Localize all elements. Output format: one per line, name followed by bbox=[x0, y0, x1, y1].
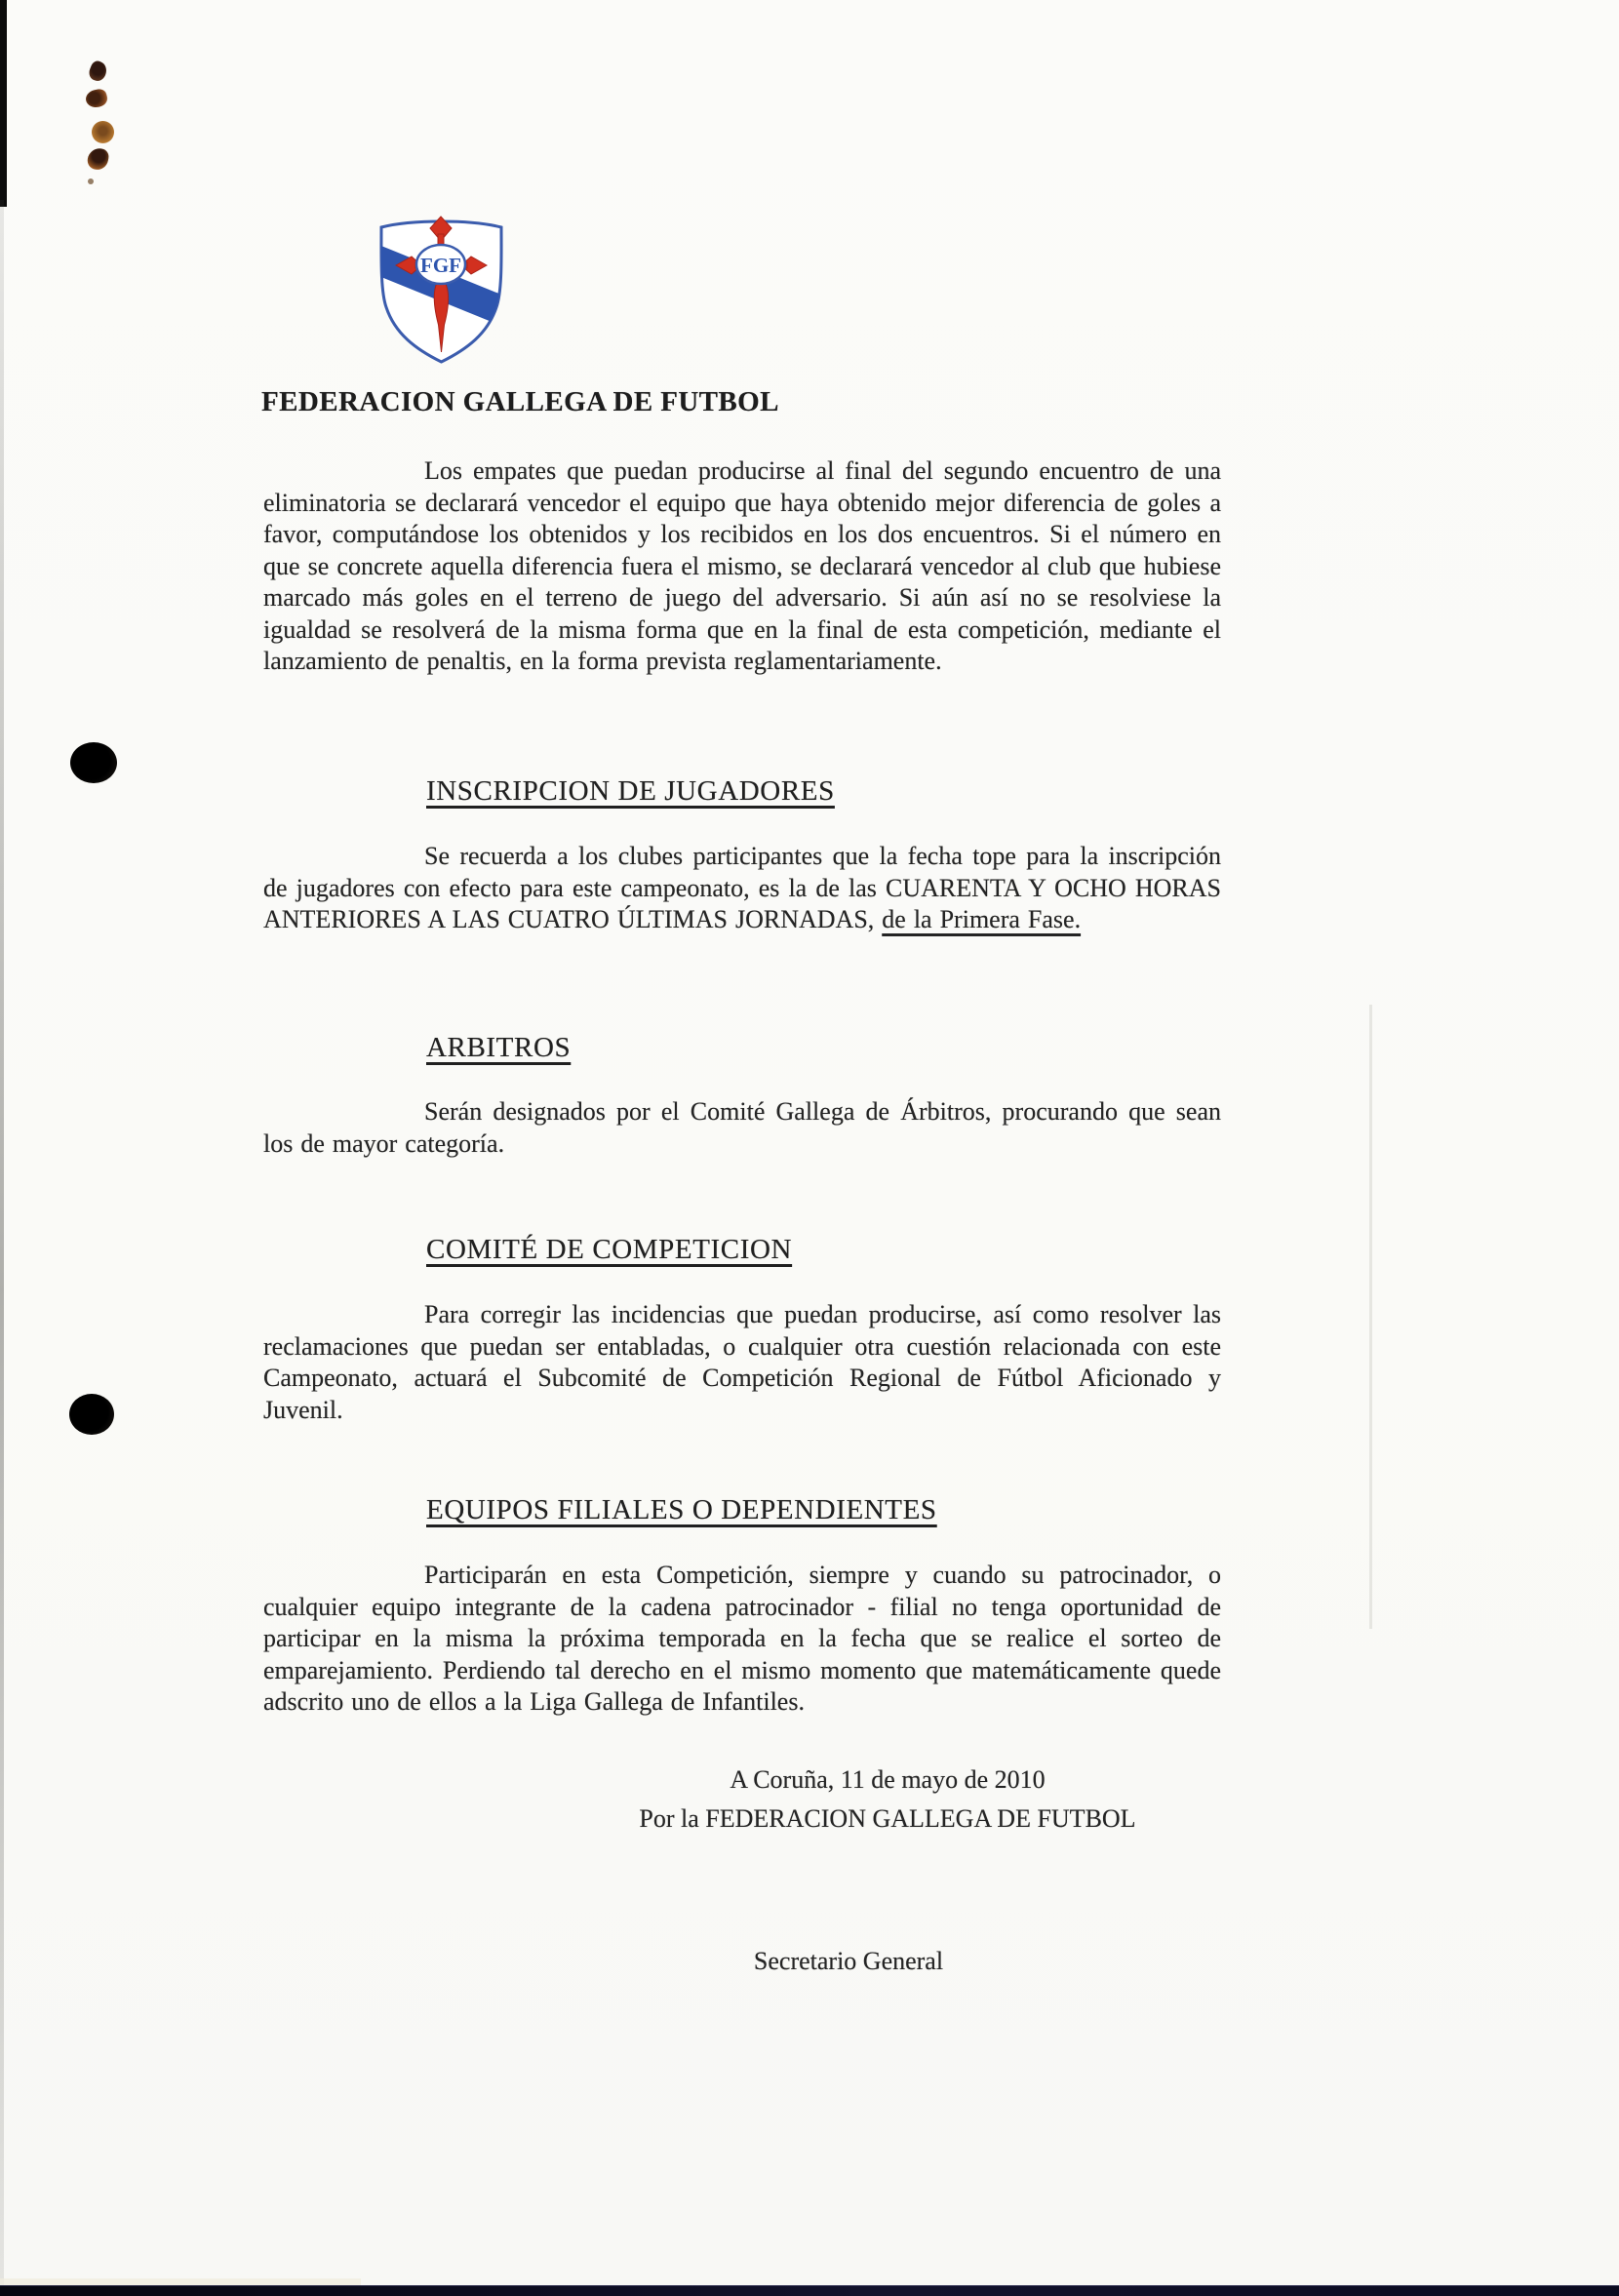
scan-streak-artifact bbox=[1369, 1005, 1372, 1629]
staple-rust-mark bbox=[88, 178, 94, 184]
section-paragraph-equipos: Participarán en esta Competición, siempre y cuando su patrocinador, o cualquier equipo integrante de la cadena patrocinador - filial no tenga oportunidad de participar en la misma la próxima temporada en la fecha que se realice el sorteo de emparejamiento. Perdiendo tal derecho en el mismo momento que matemáticamente quede adscrito uno de ellos a la Liga Gallega de Infantiles. bbox=[263, 1561, 1221, 1716]
paragraph-text: Se recuerda a los clubes participantes que la fecha tope para la inscripción de jugadores con efecto para este campeonato, es la de las CUARENTA Y OCHO HORAS ANTERIORES A LAS CUATRO ÚLTIMAS JORNADAS, bbox=[263, 842, 1221, 933]
staple-rust-mark bbox=[86, 146, 110, 171]
underlined-phrase: de la Primera Fase. bbox=[882, 905, 1082, 933]
signature-org-line: Por la FEDERACION GALLEGA DE FUTBOL bbox=[639, 1804, 1136, 1833]
staple-rust-mark bbox=[92, 121, 114, 143]
signature-role-line: Secretario General bbox=[753, 1947, 944, 1975]
scan-left-edge-shadow bbox=[0, 200, 4, 2296]
section-heading-inscripcion: INSCRIPCION DE JUGADORES bbox=[426, 775, 835, 807]
section-heading-equipos: EQUIPOS FILIALES O DEPENDIENTES bbox=[426, 1494, 937, 1525]
place-date-line: A Coruña, 11 de mayo de 2010 bbox=[730, 1765, 1046, 1794]
staple-rust-mark bbox=[87, 59, 109, 84]
scan-left-edge-black-bar bbox=[0, 0, 7, 207]
hole-punch-mark-top bbox=[70, 742, 117, 783]
section-paragraph-inscripcion bbox=[263, 841, 1221, 936]
federation-crest-logo bbox=[373, 215, 510, 369]
staple-rust-mark bbox=[84, 88, 109, 110]
hole-punch-mark-bottom bbox=[69, 1394, 114, 1435]
section-heading-arbitros: ARBITROS bbox=[426, 1032, 572, 1063]
org-title: FEDERACION GALLEGA DE FUTBOL bbox=[261, 386, 779, 417]
scan-bottom-edge-bar bbox=[0, 2285, 1619, 2296]
crest-monogram: FGF bbox=[420, 254, 461, 277]
intro-paragraph: Los empates que puedan producirse al final del segundo encuentro de una eliminatoria se declarará vencedor el equipo que haya obtenido mejor diferencia de goles a favor, computándose los obtenidos y los recibidos en los dos encuentros. Si el número en que se concrete aquella diferencia fuera el mismo, se declarará vencedor al club que hubiese marcado más goles en el terreno de juego del adversario. Si aún así no se resolviese la igualdad se resolverá de la misma forma que en la final de esta competición, mediante el lanzamiento de penaltis, en la forma prevista reglamentariamente. bbox=[263, 456, 1221, 675]
closing-block bbox=[595, 1761, 1180, 1839]
section-paragraph-comite: Para corregir las incidencias que puedan producirse, así como resolver las reclamaciones que puedan ser entabladas, o cualquier otra cuestión relacionada con este Campeonato, actuará el Subcomité de Competición Regional de Fútbol Aficionado y Juvenil. bbox=[263, 1300, 1221, 1424]
section-paragraph-arbitros: Serán designados por el Comité Gallega de Árbitros, procurando que sean los de mayor categoría. bbox=[263, 1097, 1221, 1158]
section-heading-comite: COMITÉ DE COMPETICION bbox=[426, 1234, 793, 1265]
